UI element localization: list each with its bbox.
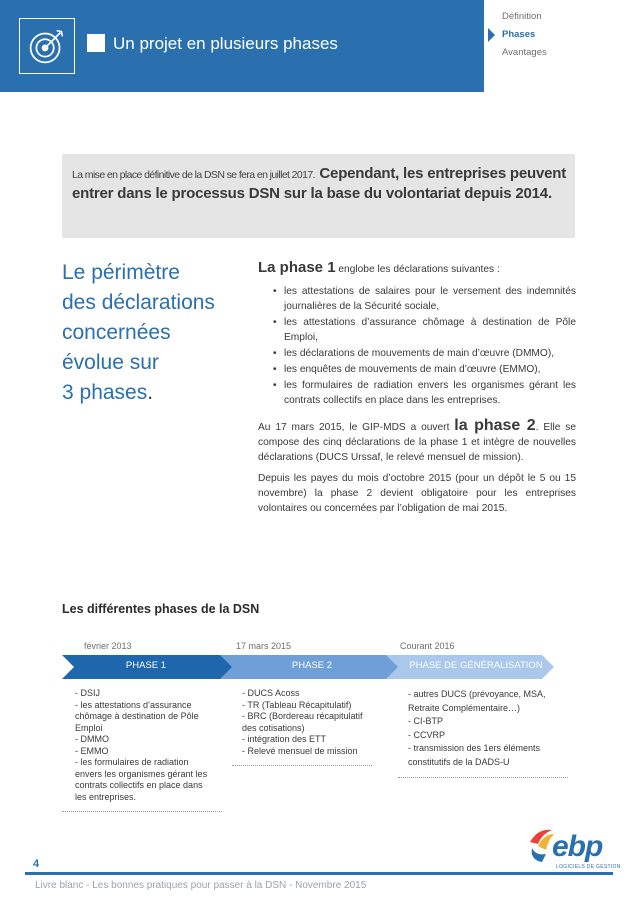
phase1-label: La phase 1	[258, 259, 336, 276]
column-line: - DUCS Acoss	[242, 688, 300, 698]
phase2-column	[232, 688, 372, 766]
column-line: - Relevé mensuel de mission	[242, 745, 358, 756]
phase-arrow-label: PHASE DE GÉNÉRALISATION	[409, 660, 543, 671]
column-line: - intégration des ETT	[242, 734, 327, 744]
phases-section-title: Les différentes phases de la DSN	[62, 602, 260, 616]
list-item: • les déclarations de mouvements de main d’œuvre (DMMO),	[284, 346, 576, 361]
target-icon	[19, 18, 75, 74]
footer-divider	[25, 872, 613, 875]
phase-arrow-label: PHASE 2	[291, 660, 333, 671]
footer-text: Livre blanc - Les bonnes pratiques pour passer à la DSN - Novembre 2015	[35, 880, 367, 891]
intro-small-text: La mise en place définitive de la DSN se fera en juillet 2017.	[72, 169, 315, 181]
column-line: des cotisations)	[242, 722, 305, 733]
page-title: Un projet en plusieurs phases	[113, 34, 338, 53]
heading-line: concernées	[62, 321, 171, 344]
column-line: envers les organismes gérant les	[75, 768, 208, 779]
phase-description	[258, 260, 576, 522]
column-line: - les attestations d’assurance	[75, 699, 192, 710]
phase2-label: la phase 2	[454, 417, 536, 434]
heading-line: Le périmètre	[62, 261, 180, 284]
column-line: constitutifs de la DADS-U	[408, 756, 510, 767]
column-line: contrats collectifs en place dans	[75, 780, 203, 790]
date-label: 17 mars 2015	[236, 641, 292, 651]
intro-box	[62, 154, 575, 238]
nav-item-phases[interactable]: Phases	[484, 26, 638, 44]
column-line: - DSIJ	[75, 688, 101, 698]
column-line: - transmission des 1ers éléments	[408, 743, 541, 753]
list-item: • les enquêtes de mouvements de main d’œuvre (EMMO),	[284, 362, 576, 377]
phase2-paragraph	[258, 418, 576, 465]
nav-item-avantages[interactable]: Avantages	[502, 47, 547, 58]
column-line: - BRC (Bordereau récapitulatif	[242, 711, 363, 721]
column-line: - CCVRP	[408, 729, 446, 740]
heading-dot: .	[147, 381, 154, 404]
page-number: 4	[33, 858, 40, 870]
column-line: - les formulaires de radiation	[75, 757, 189, 767]
nav-item-definition[interactable]: Définition	[502, 11, 542, 22]
title-square-icon	[87, 34, 105, 52]
phase-arrow-label: PHASE 1	[125, 660, 167, 671]
phase2-text-before: Au 17 mars 2015, le GIP-MDS a ouvert	[258, 422, 455, 433]
heading-line: des déclarations	[62, 291, 215, 314]
obligation-paragraph: Depuis les payes du mois d’octobre 2015 (pour un dépôt le 5 ou 15 novembre) la phase 2 devient obligatoire pour les entreprises volontaires ou concernées par l’obligation de mai 2015.	[258, 473, 576, 514]
list-item: • les attestations d’assurance chômage à destination de Pôle Emploi,	[284, 315, 576, 345]
ebp-logo-text: ebp	[552, 830, 603, 863]
column-line: - EMMO	[75, 745, 109, 756]
column-line: - autres DUCS (prévoyance, MSA,	[408, 689, 546, 699]
list-item: • les attestations de salaires pour le versement des indemnités journalières de la Sécurité sociale,	[284, 284, 576, 314]
phase1-list	[284, 284, 576, 408]
column-line: Emploi	[75, 722, 103, 733]
column-line: - TR (Tableau Récapitulatif)	[242, 699, 352, 710]
column-line: - CI-BTP	[408, 716, 443, 726]
heading-line: évolue sur	[62, 351, 159, 374]
section-nav	[484, 0, 638, 92]
column-line: Retraite Complémentaire…)	[408, 702, 521, 713]
phase1-intro: englobe les déclarations suivantes :	[335, 264, 500, 275]
list-item: • les formulaires de radiation envers les organismes gérant les contrats collectifs en place dans les entreprises.	[284, 378, 576, 408]
phase2-text-after: . Elle se compose des cinq déclarations de la phase 1 et intègre de nouvelles déclarations (DUCS Urssaf, le relevé mensuel de mission).	[258, 422, 576, 463]
ebp-logo-subtitle: LOGICIELS DE GESTION	[556, 864, 621, 870]
column-line: - DMMO	[75, 734, 109, 744]
heading-line: 3 phases	[62, 381, 148, 404]
intro-big-text: Cependant, les entreprises peuvent entrer dans le processus DSN sur la base du volontariat depuis 2014.	[72, 165, 567, 202]
column-line: les entreprises.	[75, 791, 137, 802]
date-label: Courant 2016	[400, 641, 455, 651]
perimeter-heading	[62, 258, 242, 408]
date-label: février 2013	[84, 641, 132, 651]
column-line: chômage à destination de Pôle	[75, 711, 199, 721]
phase1-column	[62, 688, 222, 812]
page-header	[0, 0, 638, 92]
generalisation-column	[398, 688, 568, 778]
